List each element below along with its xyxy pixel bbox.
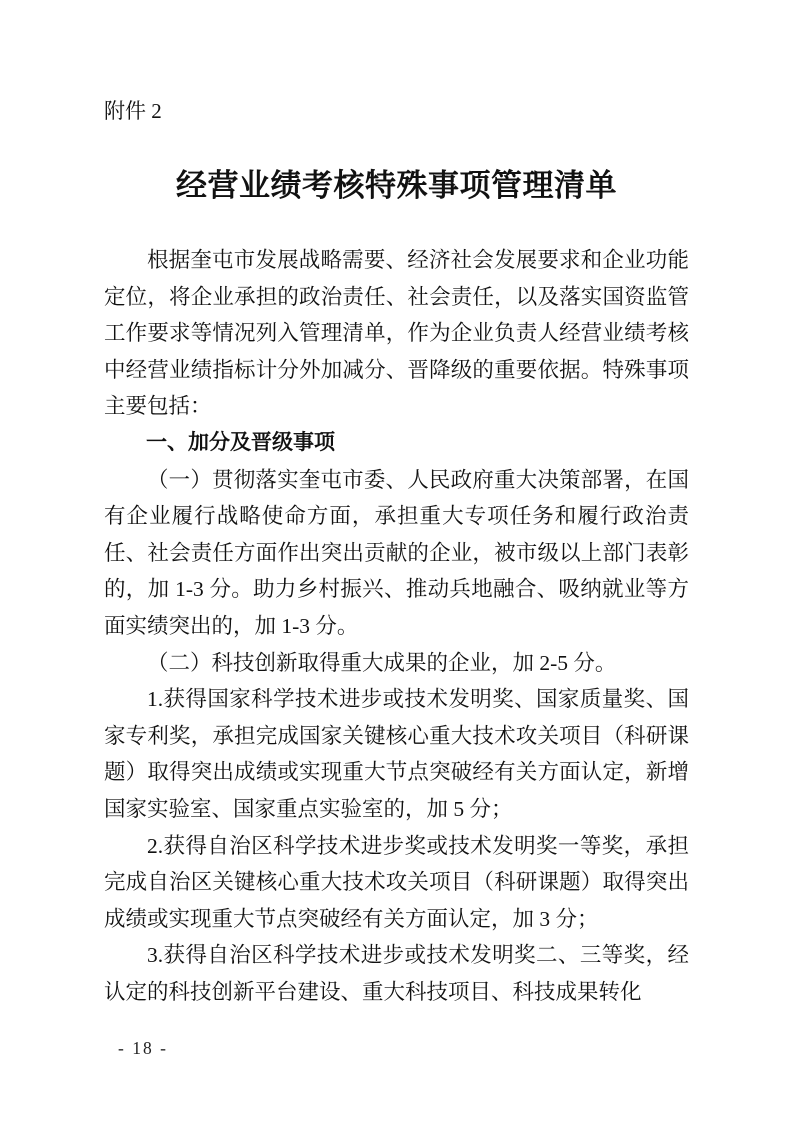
document-body [104,242,689,1010]
section-heading-1: 一、加分及晋级事项 [146,430,335,454]
list-item: 1.获得国家科学技术进步或技术发明奖、国家质量奖、国家专利奖，承担完成国家关键核心重大技术攻关项目（科研课题）取得突出成绩或实现重大节点突破经有关方面认定，新增国家实验室、国家重点实验室的，加 5 分； [104,687,689,821]
list-item: 3.获得自治区科学技术进步或技术发明奖二、三等奖，经认定的科技创新平台建设、重大科技项目、科技成果转化 [104,943,689,1004]
intro-paragraph: 根据奎屯市发展战略需要、经济社会发展要求和企业功能定位，将企业承担的政治责任、社会责任，以及落实国资监管工作要求等情况列入管理清单，作为企业负责人经营业绩考核中经营业绩指标计分外加减分、晋降级的重要依据。特殊事项主要包括： [104,248,689,419]
document-content [104,96,689,1010]
document-title: 经营业绩考核特殊事项管理清单 [176,168,617,203]
list-item: （二）科技创新取得重大成果的企业，加 2-5 分。 [147,650,617,675]
attachment-label: 附件 2 [104,99,162,123]
list-item: 2.获得自治区科学技术进步奖或技术发明奖一等奖，承担完成自治区关键核心重大技术攻关项目（科研课题）取得突出成绩或实现重大节点突破经有关方面认定，加 3 分； [104,833,689,931]
list-item: （一）贯彻落实奎屯市委、人民政府重大决策部署，在国有企业履行战略使命方面，承担重大专项任务和履行政治责任、社会责任方面作出突出贡献的企业，被市级以上部门表彰的，加 1-3 分。助力乡村振兴、推动兵地融合、吸纳就业等方面实绩突出的，加 1-3 分。 [104,467,689,638]
page-number: - 18 - [118,1038,168,1058]
